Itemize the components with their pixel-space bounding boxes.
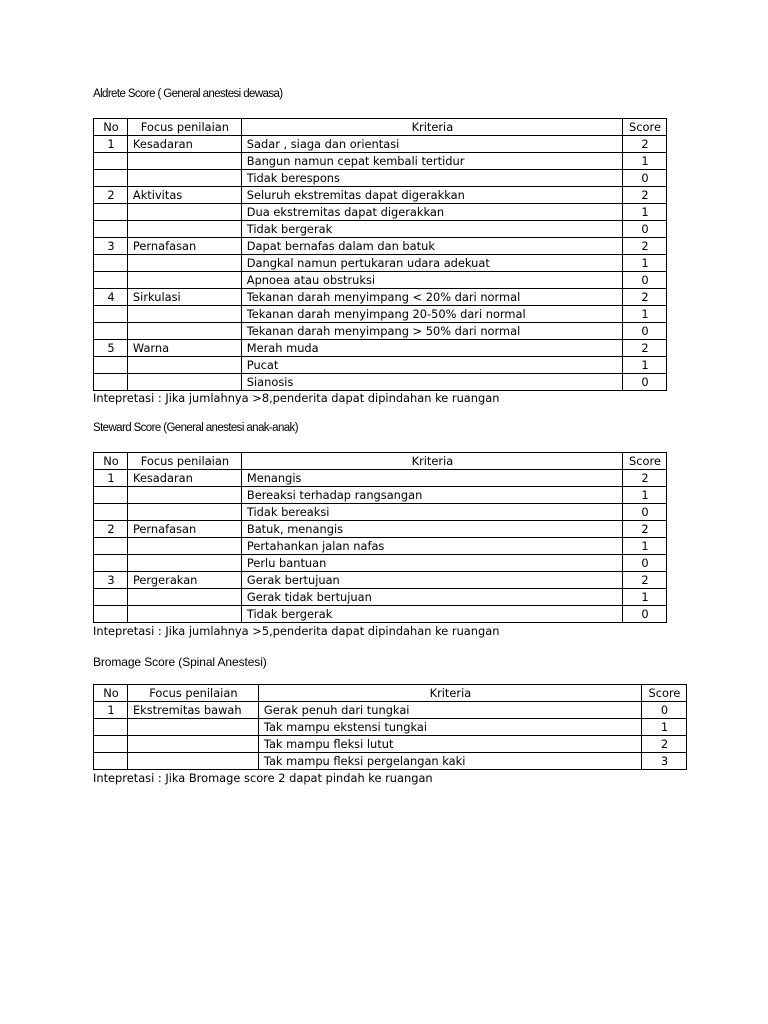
row-score: 0	[623, 170, 667, 187]
row-criteria: Merah muda	[241, 340, 622, 357]
row-focus	[127, 306, 241, 323]
table-row	[94, 357, 667, 374]
row-focus: Pernafasan	[127, 238, 241, 255]
row-focus: Pernafasan	[127, 521, 241, 538]
table-row	[94, 323, 667, 340]
table-row	[94, 719, 687, 736]
row-criteria: Tak mampu fleksi pergelangan kaki	[258, 753, 641, 770]
row-number: 3	[94, 572, 128, 589]
row-focus: Aktivitas	[127, 187, 241, 204]
row-focus: Kesadaran	[127, 470, 241, 487]
row-focus: Kesadaran	[127, 136, 241, 153]
table-row	[94, 589, 667, 606]
row-number	[94, 170, 128, 187]
row-score: 2	[623, 289, 667, 306]
table-row	[94, 572, 667, 589]
header-no: No	[94, 119, 128, 136]
aldrete-table	[93, 118, 667, 391]
row-number	[94, 538, 128, 555]
table-row	[94, 753, 687, 770]
table-row	[94, 504, 667, 521]
row-focus	[127, 487, 241, 504]
table-row	[94, 487, 667, 504]
row-score: 0	[641, 702, 686, 719]
row-score: 0	[622, 504, 666, 521]
header-score: Score	[641, 685, 686, 702]
table-row	[94, 470, 667, 487]
row-number: 1	[94, 470, 128, 487]
header-criteria: Kriteria	[241, 453, 622, 470]
row-criteria: Tekanan darah menyimpang < 20% dari normal	[241, 289, 622, 306]
row-criteria: Dangkal namun pertukaran udara adekuat	[241, 255, 622, 272]
row-number	[94, 221, 128, 238]
row-score: 0	[622, 555, 666, 572]
row-criteria: Apnoea atau obstruksi	[241, 272, 622, 289]
table-header-row	[94, 685, 687, 702]
table-row	[94, 538, 667, 555]
table-row	[94, 736, 687, 753]
row-focus	[127, 255, 241, 272]
row-criteria: Bereaksi terhadap rangsangan	[241, 487, 622, 504]
row-criteria: Pertahankan jalan nafas	[241, 538, 622, 555]
header-no: No	[94, 685, 128, 702]
row-criteria: Seluruh ekstremitas dapat digerakkan	[241, 187, 622, 204]
table-row	[94, 289, 667, 306]
row-number	[94, 736, 128, 753]
row-number	[94, 255, 128, 272]
row-score: 0	[622, 606, 666, 623]
row-number: 2	[94, 187, 128, 204]
row-score: 1	[623, 357, 667, 374]
header-criteria: Kriteria	[241, 119, 622, 136]
row-number	[94, 306, 128, 323]
row-focus	[127, 374, 241, 391]
table-row	[94, 238, 667, 255]
row-focus	[127, 170, 241, 187]
table-row	[94, 204, 667, 221]
row-criteria: Tak mampu fleksi lutut	[258, 736, 641, 753]
table-row	[94, 221, 667, 238]
row-score: 1	[622, 487, 666, 504]
row-criteria: Tekanan darah menyimpang > 50% dari normal	[241, 323, 622, 340]
row-score: 1	[623, 153, 667, 170]
aldrete-interpretation: Intepretasi : Jika jumlahnya >8,penderita dapat dipindahan ke ruangan	[93, 391, 500, 405]
row-number: 3	[94, 238, 128, 255]
row-score: 1	[623, 255, 667, 272]
row-focus: Pergerakan	[127, 572, 241, 589]
steward-table	[93, 452, 667, 623]
row-number: 1	[94, 136, 128, 153]
table-row	[94, 136, 667, 153]
row-criteria: Sadar , siaga dan orientasi	[241, 136, 622, 153]
header-score: Score	[622, 453, 666, 470]
header-criteria: Kriteria	[258, 685, 641, 702]
table-row	[94, 187, 667, 204]
header-focus: Focus penilaian	[127, 453, 241, 470]
table-header-row	[94, 119, 667, 136]
row-criteria: Tidak berespons	[241, 170, 622, 187]
row-number	[94, 374, 128, 391]
table-row	[94, 606, 667, 623]
header-no: No	[94, 453, 128, 470]
table-row	[94, 306, 667, 323]
row-score: 2	[623, 238, 667, 255]
row-focus	[127, 221, 241, 238]
row-score: 2	[623, 340, 667, 357]
row-focus	[127, 736, 258, 753]
row-criteria: Tak mampu ekstensi tungkai	[258, 719, 641, 736]
table-row	[94, 374, 667, 391]
row-focus	[127, 504, 241, 521]
row-criteria: Pucat	[241, 357, 622, 374]
row-number	[94, 204, 128, 221]
row-number	[94, 606, 128, 623]
row-criteria: Gerak tidak bertujuan	[241, 589, 622, 606]
row-focus: Sirkulasi	[127, 289, 241, 306]
row-criteria: Tekanan darah menyimpang 20-50% dari normal	[241, 306, 622, 323]
row-score: 2	[641, 736, 686, 753]
bromage-interpretation: Intepretasi : Jika Bromage score 2 dapat pindah ke ruangan	[93, 771, 433, 785]
row-focus	[127, 555, 241, 572]
row-criteria: Sianosis	[241, 374, 622, 391]
aldrete-title: Aldrete Score ( General anestesi dewasa)	[93, 88, 283, 100]
row-score: 1	[641, 719, 686, 736]
header-score: Score	[623, 119, 667, 136]
table-row	[94, 153, 667, 170]
row-number	[94, 719, 128, 736]
steward-interpretation: Intepretasi : Jika jumlahnya >5,penderita dapat dipindahan ke ruangan	[93, 624, 500, 638]
row-focus: Ekstremitas bawah	[127, 702, 258, 719]
row-score: 2	[623, 187, 667, 204]
row-number	[94, 504, 128, 521]
row-number	[94, 323, 128, 340]
row-number: 2	[94, 521, 128, 538]
table-row	[94, 521, 667, 538]
row-number	[94, 153, 128, 170]
header-focus: Focus penilaian	[127, 685, 258, 702]
row-focus	[127, 323, 241, 340]
table-row	[94, 340, 667, 357]
row-number	[94, 357, 128, 374]
row-number	[94, 589, 128, 606]
table-row	[94, 555, 667, 572]
row-score: 1	[623, 306, 667, 323]
row-score: 1	[623, 204, 667, 221]
row-score: 0	[623, 374, 667, 391]
row-criteria: Dua ekstremitas dapat digerakkan	[241, 204, 622, 221]
steward-title: Steward Score (General anestesi anak-anak)	[93, 422, 298, 434]
row-criteria: Tidak bereaksi	[241, 504, 622, 521]
row-number	[94, 487, 128, 504]
row-score: 1	[622, 538, 666, 555]
row-focus	[127, 719, 258, 736]
row-focus	[127, 589, 241, 606]
table-row	[94, 170, 667, 187]
row-criteria: Tidak bergerak	[241, 221, 622, 238]
row-number: 5	[94, 340, 128, 357]
row-score: 2	[622, 521, 666, 538]
row-number: 1	[94, 702, 128, 719]
row-number	[94, 555, 128, 572]
row-criteria: Bangun namun cepat kembali tertidur	[241, 153, 622, 170]
header-focus: Focus penilaian	[127, 119, 241, 136]
table-row	[94, 702, 687, 719]
row-score: 3	[641, 753, 686, 770]
row-score: 0	[623, 221, 667, 238]
table-header-row	[94, 453, 667, 470]
table-row	[94, 272, 667, 289]
row-score: 0	[623, 272, 667, 289]
row-criteria: Gerak penuh dari tungkai	[258, 702, 641, 719]
row-criteria: Tidak bergerak	[241, 606, 622, 623]
row-score: 2	[623, 136, 667, 153]
row-criteria: Dapat bernafas dalam dan batuk	[241, 238, 622, 255]
row-criteria: Batuk, menangis	[241, 521, 622, 538]
table-row	[94, 255, 667, 272]
row-focus	[127, 357, 241, 374]
row-criteria: Gerak bertujuan	[241, 572, 622, 589]
row-number	[94, 272, 128, 289]
row-focus	[127, 272, 241, 289]
row-focus: Warna	[127, 340, 241, 357]
bromage-table	[93, 684, 687, 770]
row-score: 1	[622, 589, 666, 606]
row-score: 2	[622, 470, 666, 487]
row-criteria: Perlu bantuan	[241, 555, 622, 572]
row-number	[94, 753, 128, 770]
row-focus	[127, 753, 258, 770]
row-focus	[127, 204, 241, 221]
row-score: 0	[623, 323, 667, 340]
row-criteria: Menangis	[241, 470, 622, 487]
row-focus	[127, 538, 241, 555]
row-focus	[127, 606, 241, 623]
row-score: 2	[622, 572, 666, 589]
bromage-title: Bromage Score (Spinal Anestesi)	[93, 655, 267, 669]
row-number: 4	[94, 289, 128, 306]
row-focus	[127, 153, 241, 170]
